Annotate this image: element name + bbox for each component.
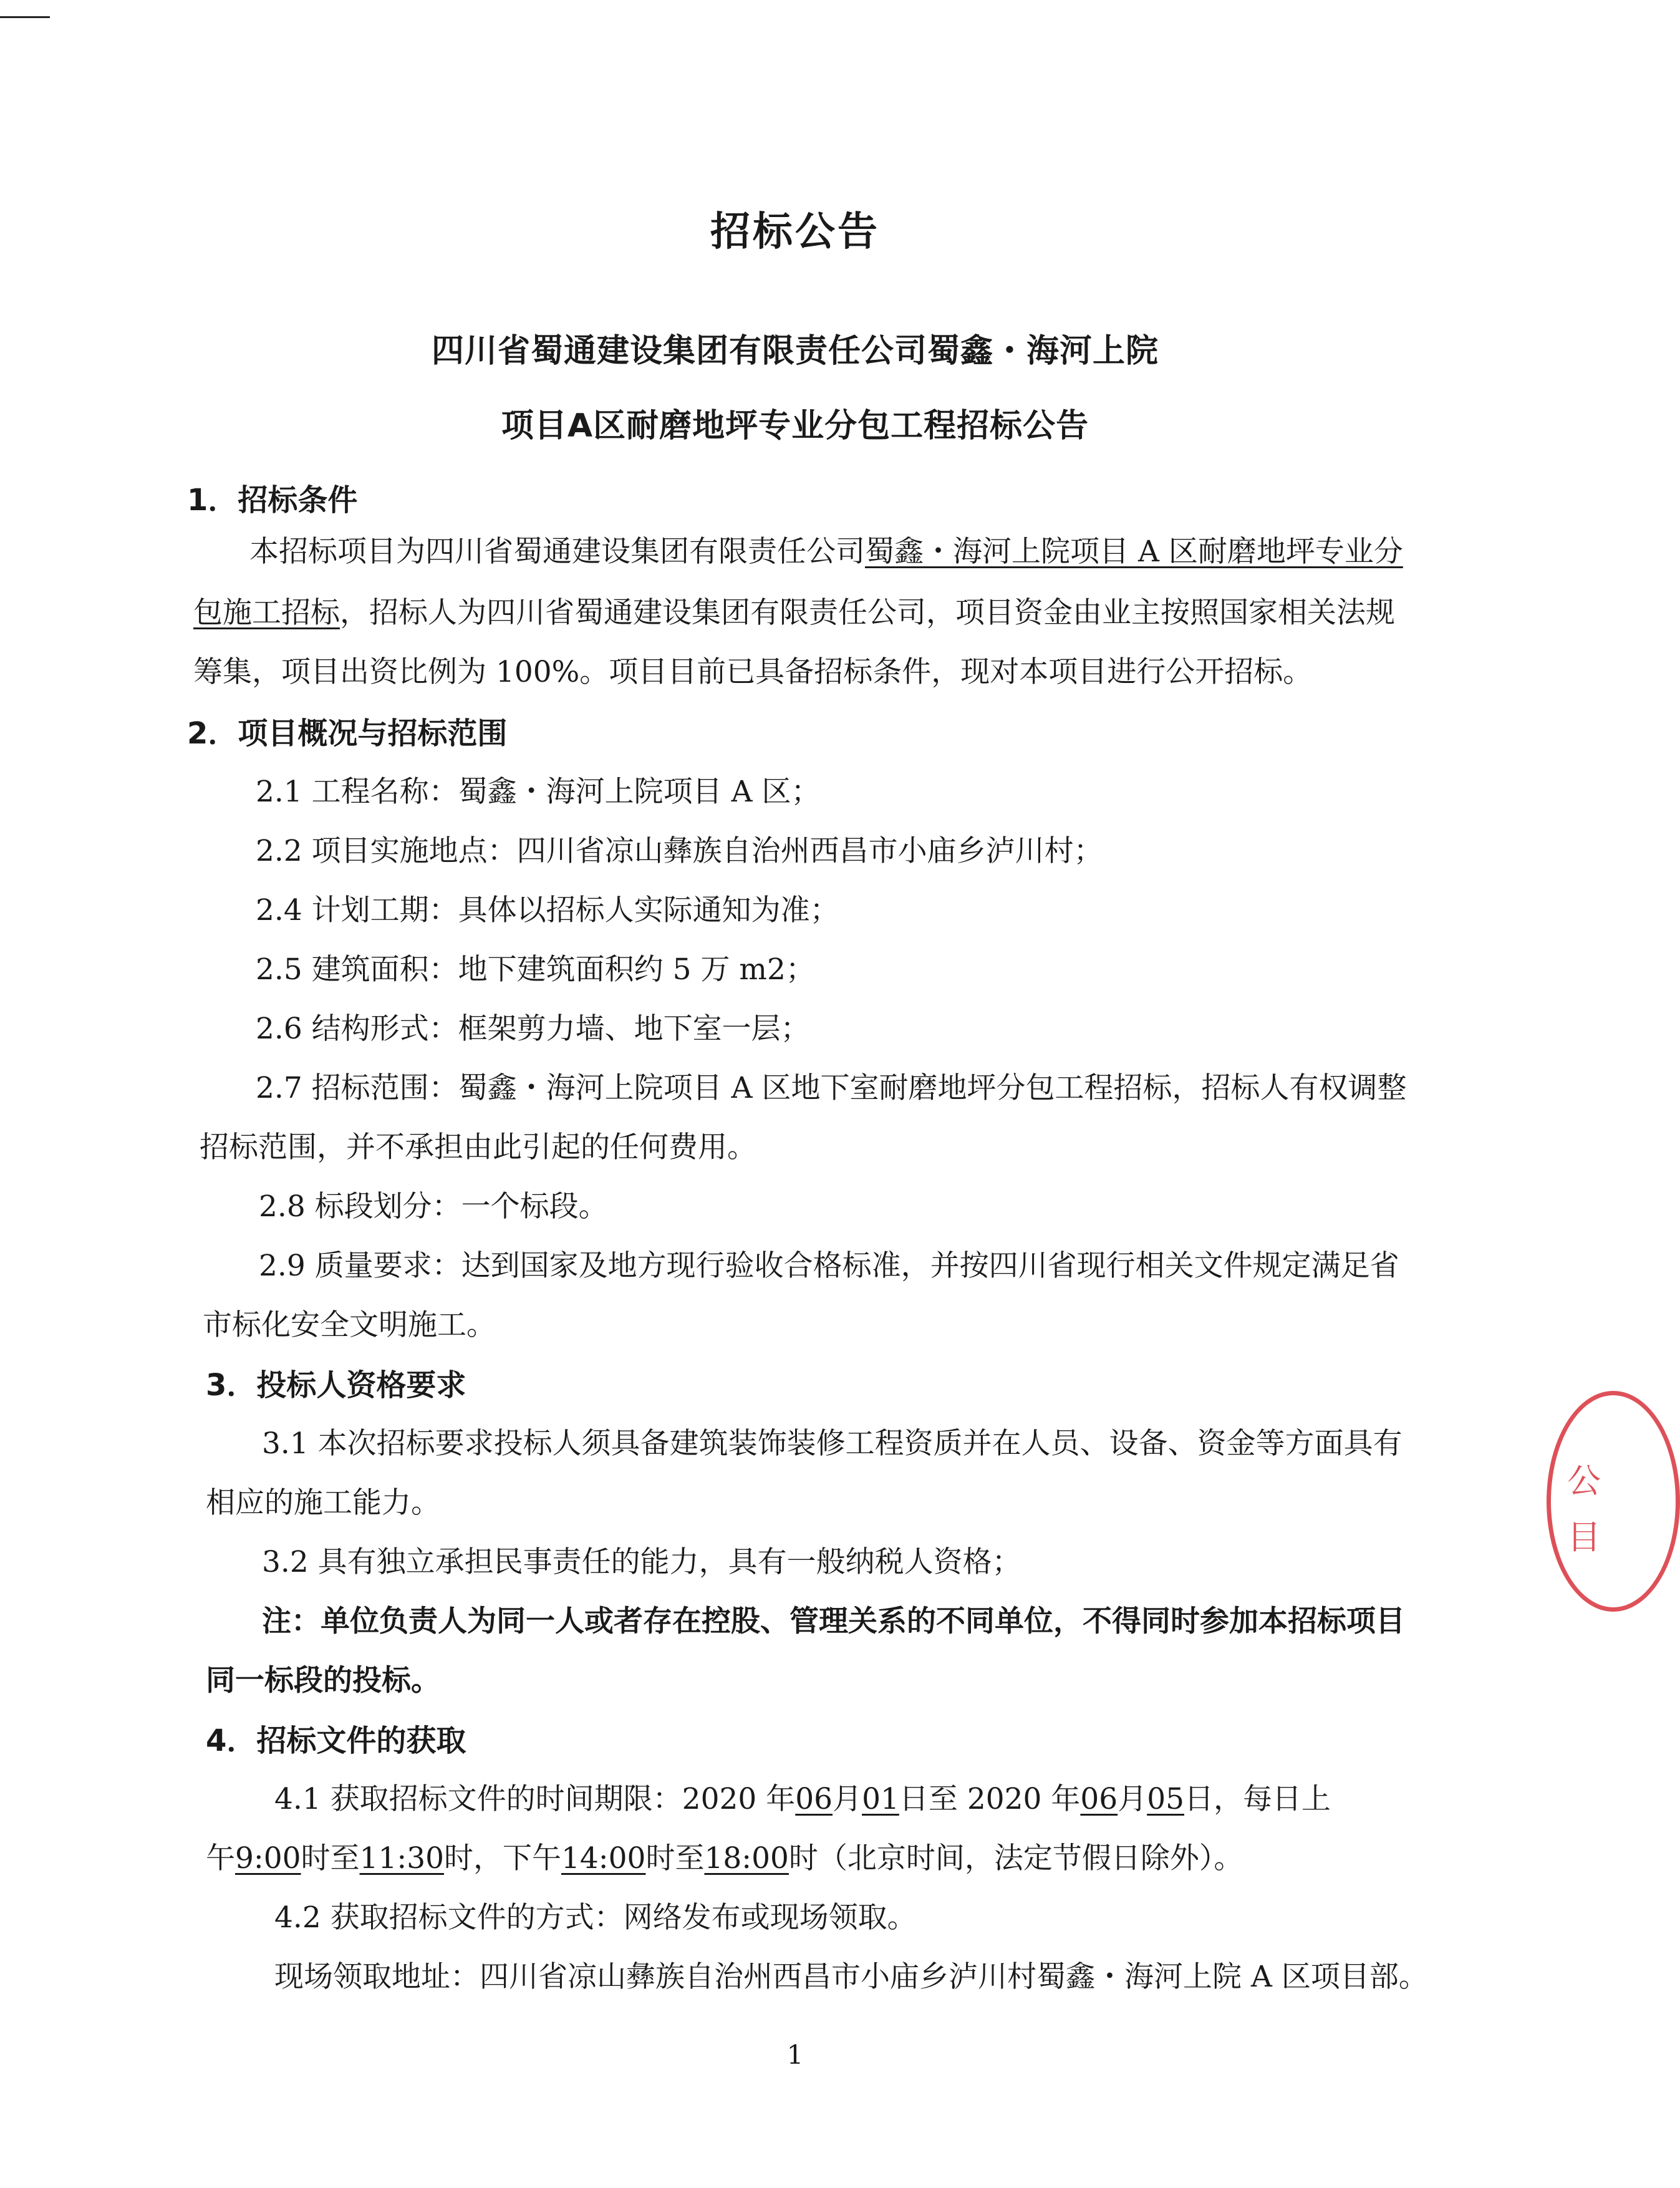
item-2-2: 2.2 项目实施地点：四川省凉山彝族自治州西昌市小庙乡泸川村； [256,834,1103,868]
item-2-5: 2.5 建筑面积：地下建筑面积约 5 万 m2； [256,952,815,987]
am-start-time: 9:00 [235,1841,301,1876]
text: 4.1 获取招标文件的时间期限：2020 年 [274,1782,796,1816]
stamp-char: 公 [1567,1461,1601,1501]
text: 本招标项目为四川省蜀通建设集团有限责任公司 [249,535,865,569]
item-3-2: 3.2 具有独立承担民事责任的能力，具有一般纳税人资格； [262,1545,1021,1579]
note-line-2: 同一标段的投标。 [206,1663,440,1698]
scan-edge-mark [0,16,50,18]
section-1-paragraph-line-2 [193,589,1395,631]
item-2-6: 2.6 结构形式：框架剪力墙、地下室一层； [256,1012,810,1046]
stamp-char: 目 [1567,1518,1601,1557]
end-day: 05 [1147,1782,1184,1816]
start-day: 01 [862,1782,899,1816]
pm-end-time: 18:00 [704,1841,789,1876]
text: 时，下午 [444,1841,561,1876]
item-4-1-line-2 [206,1835,1243,1877]
item-3-1-line-2: 相应的施工能力。 [206,1486,440,1520]
item-2-9-line-2: 市标化安全文明施工。 [203,1308,496,1342]
text: 时至 [645,1841,705,1876]
page-title: 招标公告 [710,209,880,255]
project-name-underlined: 蜀鑫・海河上院项目 A 区耐磨地坪专业分 [865,535,1403,569]
item-2-9-line-1: 2.9 质量要求：达到国家及地方现行验收合格标准，并按四川省现行相关文件规定满足省 [259,1249,1399,1283]
section-2-heading: 2．项目概况与招标范围 [187,716,508,751]
end-month: 06 [1080,1782,1118,1816]
section-1-paragraph-line-1 [249,528,1403,570]
item-4-2: 4.2 获取招标文件的方式：网络发布或现场领取。 [274,1900,917,1935]
text: 时至 [301,1841,360,1876]
text: 月 [1118,1782,1147,1816]
section-1-heading: 1．招标条件 [187,483,358,518]
subtitle-line-1: 四川省蜀通建设集团有限责任公司蜀鑫・海河上院 [431,332,1159,370]
text: 时（北京时间，法定节假日除外）。 [788,1841,1243,1876]
section-4-heading: 4．招标文件的获取 [206,1723,466,1758]
pickup-address: 现场领取地址：四川省凉山彝族自治州西昌市小庙乡泸川村蜀鑫・海河上院 A 区项目部。 [274,1960,1428,1994]
text: 午 [206,1841,235,1876]
text: 日至 2020 年 [899,1782,1081,1816]
project-name-underlined-cont: 包施工招标 [193,596,340,630]
subtitle-line-2: 项目A区耐磨地坪专业分包工程招标公告 [501,407,1089,445]
item-2-7-line-2: 招标范围，并不承担由此引起的任何费用。 [200,1130,756,1164]
am-end-time: 11:30 [359,1841,444,1876]
page-number: 1 [786,2040,804,2070]
item-4-1-line-1 [274,1776,1331,1818]
item-2-7-line-1: 2.7 招标范围：蜀鑫・海河上院项目 A 区地下室耐磨地坪分包工程招标，招标人有权调整 [256,1071,1407,1105]
item-2-4: 2.4 计划工期：具体以招标人实际通知为准； [256,893,839,927]
section-1-paragraph-line-3: 筹集，项目出资比例为 100%。项目目前已具备招标条件，现对本项目进行公开招标。 [193,655,1313,689]
section-3-heading: 3．投标人资格要求 [206,1368,466,1403]
item-3-1-line-1: 3.1 本次招标要求投标人须具备建筑装饰装修工程资质并在人员、设备、资金等方面具有 [262,1426,1402,1461]
item-2-8: 2.8 标段划分：一个标段。 [259,1189,608,1224]
text: 日，每日上 [1184,1782,1331,1816]
note-line-1: 注：单位负责人为同一人或者存在控股、管理关系的不同单位，不得同时参加本招标项目 [262,1604,1405,1639]
text: 月 [833,1782,862,1816]
item-2-1: 2.1 工程名称：蜀鑫・海河上院项目 A 区； [256,775,821,809]
pm-start-time: 14:00 [561,1841,646,1876]
red-seal-stamp [1547,1391,1680,1612]
start-month: 06 [795,1782,833,1816]
text: ，招标人为四川省蜀通建设集团有限责任公司，项目资金由业主按照国家相关法规 [340,596,1395,630]
